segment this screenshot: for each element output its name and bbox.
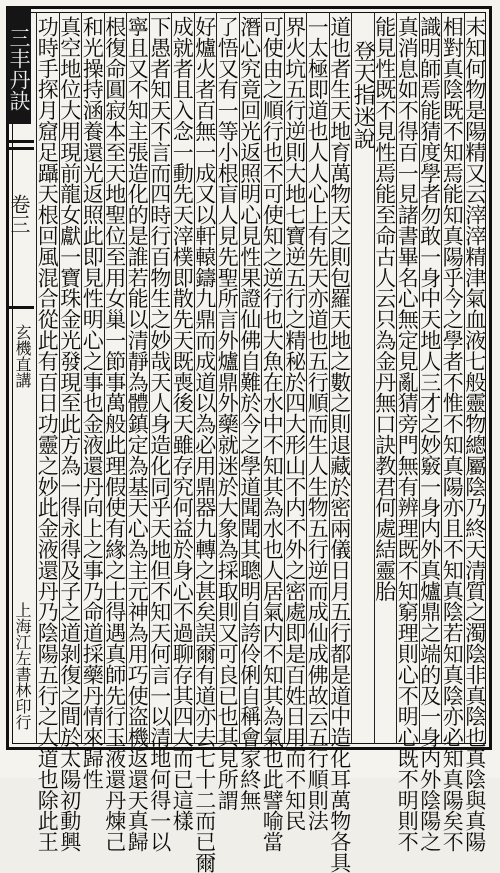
fish-tail-lower xyxy=(6,306,34,314)
text-column: 末知何物是陽精又云滓滓精津氣血液七般靈物總屬陰乃終天清質之濁陰非真陰也真陰與真陽 xyxy=(462,16,487,853)
text-column: 真消息如不得百一見諸書畢名心無定見亂猜旁門無有辨理既不知窮理則心不明心既不明則不 xyxy=(395,16,420,853)
text-column: 好爐火者百無一成又以軒轅鑄九鼎而成道以為必用鼎器九轉之甚矣誤爾有道亦去七十二而已爾 xyxy=(192,16,217,873)
gutter-juan: 卷三 xyxy=(7,194,31,234)
text-column: 一太極即道也人人心上有先天亦道也五行順而生人生物五行逆而成仙成佛故云五行順則法 xyxy=(305,16,330,832)
text-column: 真空地位大用現前龍女獻一寶珠金光發現至此方為一得永得及子之道剝復之間於太陽初動興 xyxy=(57,16,82,853)
text-column: 可使由之順行也不可使知之逆行也大魚在水中不知其為水也人居氣内不知其為氣也此譬喻當 xyxy=(260,16,285,853)
text-column: 相對真陰既不知焉能知真陽乎今之學者不惟不知真陽亦且不知真陰若知真陰亦必知真陽矣不 xyxy=(440,16,465,853)
text-column: 識明師焉能猜度學者勿敢一身中天地人三才之妙竅一身内外真爐鼎之端的及一身内外陰陽之 xyxy=(417,16,442,853)
text-column: 和光操持涵養還光返照此即見性明心之事也金液還丹向上之事乃命道採藥丹情來歸性 xyxy=(80,16,105,790)
gutter-subtitle: 玄機直講 xyxy=(13,324,32,388)
gutter-title: 三丰丹訣 xyxy=(7,6,31,124)
text-column: 界火坑五行逆則大地七寶逆五行之精秘於四大形山不内不外之密處即是百姓日用而不知民 xyxy=(282,16,307,832)
text-column: 成就者且入念一動先天滓樸即散先天既喪後天雖存究何益於身心不過聊存其四大而已這樣 xyxy=(170,16,195,832)
gutter-publisher: 上海江左書林印行 xyxy=(13,602,32,730)
text-column: 寧且又不知主張造化的是誰若能以清靜為體鎮定為基天心為主元神為用巧使盗機返還天真歸 xyxy=(125,16,150,853)
fish-tail-upper xyxy=(6,140,34,150)
text-column: 能見性既不見性焉能至命古人云只為金丹無口訣教君何處結靈胎 xyxy=(372,16,397,602)
text-column: 潛心究竟回光返照明心見性果證仙佛自難於今之學道聞聞其聰明自誇伶俐自稱會家終無 xyxy=(237,16,262,811)
text-column: 了悟又有一等小根盲人見先聖所言外爐鼎外藥就迷於大象為採取則又可良已也其見所謂 xyxy=(215,16,240,811)
text-column: 道也者生天地育萬物天之則包羅天地之數之則退藏於密兩儀日月五行都是道中造化耳萬物各具 xyxy=(327,16,352,873)
text-column: 下愚者知天不言而四時行百物生之妙哉天人身造化同乎天地但不知天何言一以清地何得一以 xyxy=(147,16,172,853)
text-column: 根復命圓寂本至天地聖位至用女巢一節事萬般此理假使有緣之士得遇真師先行玉液還丹煉己 xyxy=(102,16,127,853)
text-column: 功時手探月窟足躡天根回風混合從此有百日功靈之妙此金液還丹乃陰陽五行之大道也除此王 xyxy=(35,16,60,853)
section-title: 登天指迷說 xyxy=(350,40,376,150)
gutter xyxy=(6,6,34,750)
